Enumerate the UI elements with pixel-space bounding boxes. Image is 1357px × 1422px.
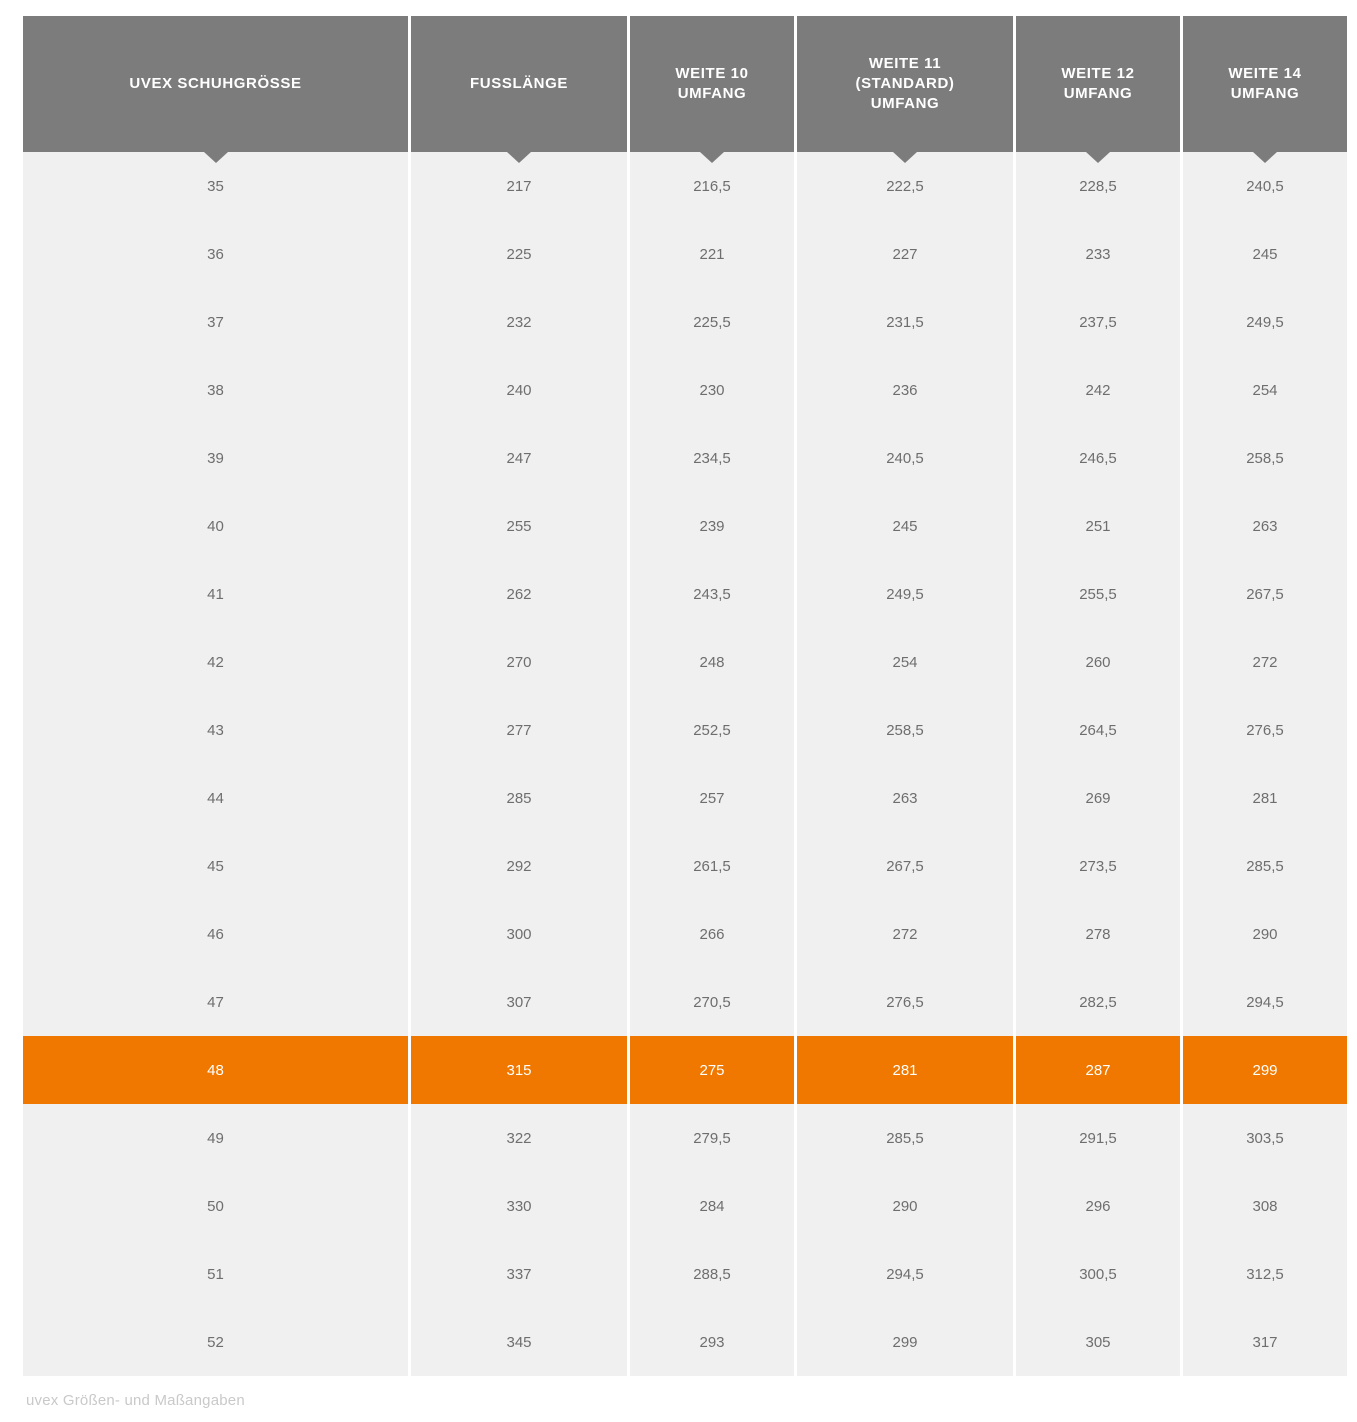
column-header-4 xyxy=(1016,16,1180,152)
table-row[interactable] xyxy=(23,424,1347,492)
cell-measure: 307 xyxy=(411,968,627,1036)
cell-measure: 262 xyxy=(411,560,627,628)
cell-measure: 240,5 xyxy=(797,424,1013,492)
cell-measure: 225 xyxy=(411,220,627,288)
cell-measure: 330 xyxy=(411,1172,627,1240)
cell-measure: 303,5 xyxy=(1183,1104,1347,1172)
column-header-5 xyxy=(1183,16,1347,152)
cell-shoe-size: 42 xyxy=(23,628,408,696)
cell-measure: 292 xyxy=(411,832,627,900)
table-row[interactable] xyxy=(23,492,1347,560)
cell-shoe-size: 36 xyxy=(23,220,408,288)
column-header-line: WEITE 14 xyxy=(1228,64,1302,82)
table-row[interactable] xyxy=(23,1172,1347,1240)
cell-measure: 216,5 xyxy=(630,152,794,220)
header-pointer-icon xyxy=(1253,152,1277,163)
table-row[interactable] xyxy=(23,628,1347,696)
cell-measure: 263 xyxy=(797,764,1013,832)
cell-measure: 232 xyxy=(411,288,627,356)
cell-shoe-size: 35 xyxy=(23,152,408,220)
table-row[interactable] xyxy=(23,1240,1347,1308)
cell-measure: 312,5 xyxy=(1183,1240,1347,1308)
cell-measure: 239 xyxy=(630,492,794,560)
column-header-0 xyxy=(23,16,408,152)
cell-measure: 272 xyxy=(797,900,1013,968)
table-row[interactable] xyxy=(23,832,1347,900)
cell-measure: 281 xyxy=(1183,764,1347,832)
cell-measure: 300 xyxy=(411,900,627,968)
cell-shoe-size: 46 xyxy=(23,900,408,968)
header-pointer-icon xyxy=(507,152,531,163)
cell-measure: 233 xyxy=(1016,220,1180,288)
cell-measure: 294,5 xyxy=(1183,968,1347,1036)
cell-measure: 288,5 xyxy=(630,1240,794,1308)
table-row[interactable] xyxy=(23,1104,1347,1172)
cell-measure: 278 xyxy=(1016,900,1180,968)
cell-measure: 246,5 xyxy=(1016,424,1180,492)
cell-shoe-size: 49 xyxy=(23,1104,408,1172)
header-pointer-icon xyxy=(204,152,228,163)
header-pointer-icon xyxy=(700,152,724,163)
header-pointer-icon xyxy=(893,152,917,163)
cell-measure: 221 xyxy=(630,220,794,288)
cell-measure: 261,5 xyxy=(630,832,794,900)
cell-measure: 294,5 xyxy=(797,1240,1013,1308)
cell-measure: 257 xyxy=(630,764,794,832)
table-row[interactable] xyxy=(23,764,1347,832)
column-header-line: UMFANG xyxy=(870,95,940,113)
table-row[interactable] xyxy=(23,560,1347,628)
cell-measure: 252,5 xyxy=(630,696,794,764)
cell-shoe-size: 37 xyxy=(23,288,408,356)
cell-measure: 249,5 xyxy=(1183,288,1347,356)
cell-measure: 279,5 xyxy=(630,1104,794,1172)
cell-shoe-size: 44 xyxy=(23,764,408,832)
column-header-line: WEITE 11 xyxy=(868,54,942,72)
cell-measure: 284 xyxy=(630,1172,794,1240)
cell-measure: 227 xyxy=(797,220,1013,288)
cell-measure: 248 xyxy=(630,628,794,696)
column-header-line: UMFANG xyxy=(1063,85,1133,102)
cell-measure: 247 xyxy=(411,424,627,492)
cell-measure: 243,5 xyxy=(630,560,794,628)
cell-measure: 245 xyxy=(1183,220,1347,288)
column-header-line: WEITE 10 xyxy=(675,64,749,82)
cell-measure: 291,5 xyxy=(1016,1104,1180,1172)
cell-measure: 249,5 xyxy=(797,560,1013,628)
column-header-line: UMFANG xyxy=(1230,85,1300,102)
cell-measure: 272 xyxy=(1183,628,1347,696)
table-row[interactable] xyxy=(23,1036,1347,1104)
cell-shoe-size: 39 xyxy=(23,424,408,492)
cell-measure: 299 xyxy=(797,1308,1013,1376)
cell-measure: 254 xyxy=(797,628,1013,696)
cell-measure: 293 xyxy=(630,1308,794,1376)
cell-measure: 285,5 xyxy=(1183,832,1347,900)
cell-measure: 222,5 xyxy=(797,152,1013,220)
cell-measure: 305 xyxy=(1016,1308,1180,1376)
column-header-line: (STANDARD) xyxy=(855,74,955,92)
table-row[interactable] xyxy=(23,1308,1347,1376)
cell-shoe-size: 51 xyxy=(23,1240,408,1308)
column-header-line: WEITE 12 xyxy=(1061,64,1135,82)
cell-measure: 267,5 xyxy=(1183,560,1347,628)
cell-measure: 299 xyxy=(1183,1036,1347,1104)
table-row[interactable] xyxy=(23,696,1347,764)
cell-measure: 269 xyxy=(1016,764,1180,832)
cell-measure: 236 xyxy=(797,356,1013,424)
cell-measure: 290 xyxy=(1183,900,1347,968)
cell-measure: 285,5 xyxy=(797,1104,1013,1172)
cell-measure: 240,5 xyxy=(1183,152,1347,220)
cell-measure: 228,5 xyxy=(1016,152,1180,220)
cell-measure: 276,5 xyxy=(1183,696,1347,764)
cell-measure: 255 xyxy=(411,492,627,560)
column-header-line: UVEX SCHUHGRÖSSE xyxy=(129,74,302,92)
table-row[interactable] xyxy=(23,356,1347,424)
cell-measure: 276,5 xyxy=(797,968,1013,1036)
cell-measure: 258,5 xyxy=(1183,424,1347,492)
cell-measure: 317 xyxy=(1183,1308,1347,1376)
cell-measure: 225,5 xyxy=(630,288,794,356)
cell-measure: 300,5 xyxy=(1016,1240,1180,1308)
cell-measure: 254 xyxy=(1183,356,1347,424)
cell-measure: 240 xyxy=(411,356,627,424)
cell-measure: 270 xyxy=(411,628,627,696)
cell-shoe-size: 52 xyxy=(23,1308,408,1376)
cell-shoe-size: 50 xyxy=(23,1172,408,1240)
cell-measure: 255,5 xyxy=(1016,560,1180,628)
cell-measure: 242 xyxy=(1016,356,1180,424)
cell-measure: 281 xyxy=(797,1036,1013,1104)
cell-shoe-size: 47 xyxy=(23,968,408,1036)
cell-measure: 258,5 xyxy=(797,696,1013,764)
table-row[interactable] xyxy=(23,220,1347,288)
cell-measure: 266 xyxy=(630,900,794,968)
table-header xyxy=(23,16,1347,152)
cell-shoe-size: 40 xyxy=(23,492,408,560)
cell-measure: 337 xyxy=(411,1240,627,1308)
cell-measure: 282,5 xyxy=(1016,968,1180,1036)
cell-measure: 277 xyxy=(411,696,627,764)
column-header-line: UMFANG xyxy=(677,85,747,102)
table-caption: uvex Größen- und Maßangaben xyxy=(26,1392,245,1409)
cell-shoe-size: 48 xyxy=(23,1036,408,1104)
cell-measure: 345 xyxy=(411,1308,627,1376)
cell-measure: 308 xyxy=(1183,1172,1347,1240)
cell-measure: 285 xyxy=(411,764,627,832)
cell-measure: 234,5 xyxy=(630,424,794,492)
column-header-2 xyxy=(630,16,794,152)
cell-shoe-size: 45 xyxy=(23,832,408,900)
cell-measure: 231,5 xyxy=(797,288,1013,356)
cell-shoe-size: 41 xyxy=(23,560,408,628)
cell-measure: 315 xyxy=(411,1036,627,1104)
cell-measure: 251 xyxy=(1016,492,1180,560)
column-header-line: FUSSLÄNGE xyxy=(470,74,568,92)
cell-shoe-size: 43 xyxy=(23,696,408,764)
cell-measure: 267,5 xyxy=(797,832,1013,900)
column-header-3 xyxy=(797,16,1013,152)
header-pointer-icon xyxy=(1086,152,1110,163)
cell-measure: 322 xyxy=(411,1104,627,1172)
cell-shoe-size: 38 xyxy=(23,356,408,424)
table-body xyxy=(23,152,1347,1376)
cell-measure: 296 xyxy=(1016,1172,1180,1240)
table-row[interactable] xyxy=(23,900,1347,968)
cell-measure: 273,5 xyxy=(1016,832,1180,900)
cell-measure: 287 xyxy=(1016,1036,1180,1104)
table-row[interactable] xyxy=(23,288,1347,356)
cell-measure: 230 xyxy=(630,356,794,424)
cell-measure: 245 xyxy=(797,492,1013,560)
cell-measure: 263 xyxy=(1183,492,1347,560)
cell-measure: 264,5 xyxy=(1016,696,1180,764)
cell-measure: 260 xyxy=(1016,628,1180,696)
uvex-size-table xyxy=(20,16,1350,1376)
column-header-1 xyxy=(411,16,627,152)
cell-measure: 290 xyxy=(797,1172,1013,1240)
table-row[interactable] xyxy=(23,968,1347,1036)
cell-measure: 237,5 xyxy=(1016,288,1180,356)
cell-measure: 217 xyxy=(411,152,627,220)
cell-measure: 270,5 xyxy=(630,968,794,1036)
table-header-row xyxy=(23,16,1347,152)
cell-measure: 275 xyxy=(630,1036,794,1104)
